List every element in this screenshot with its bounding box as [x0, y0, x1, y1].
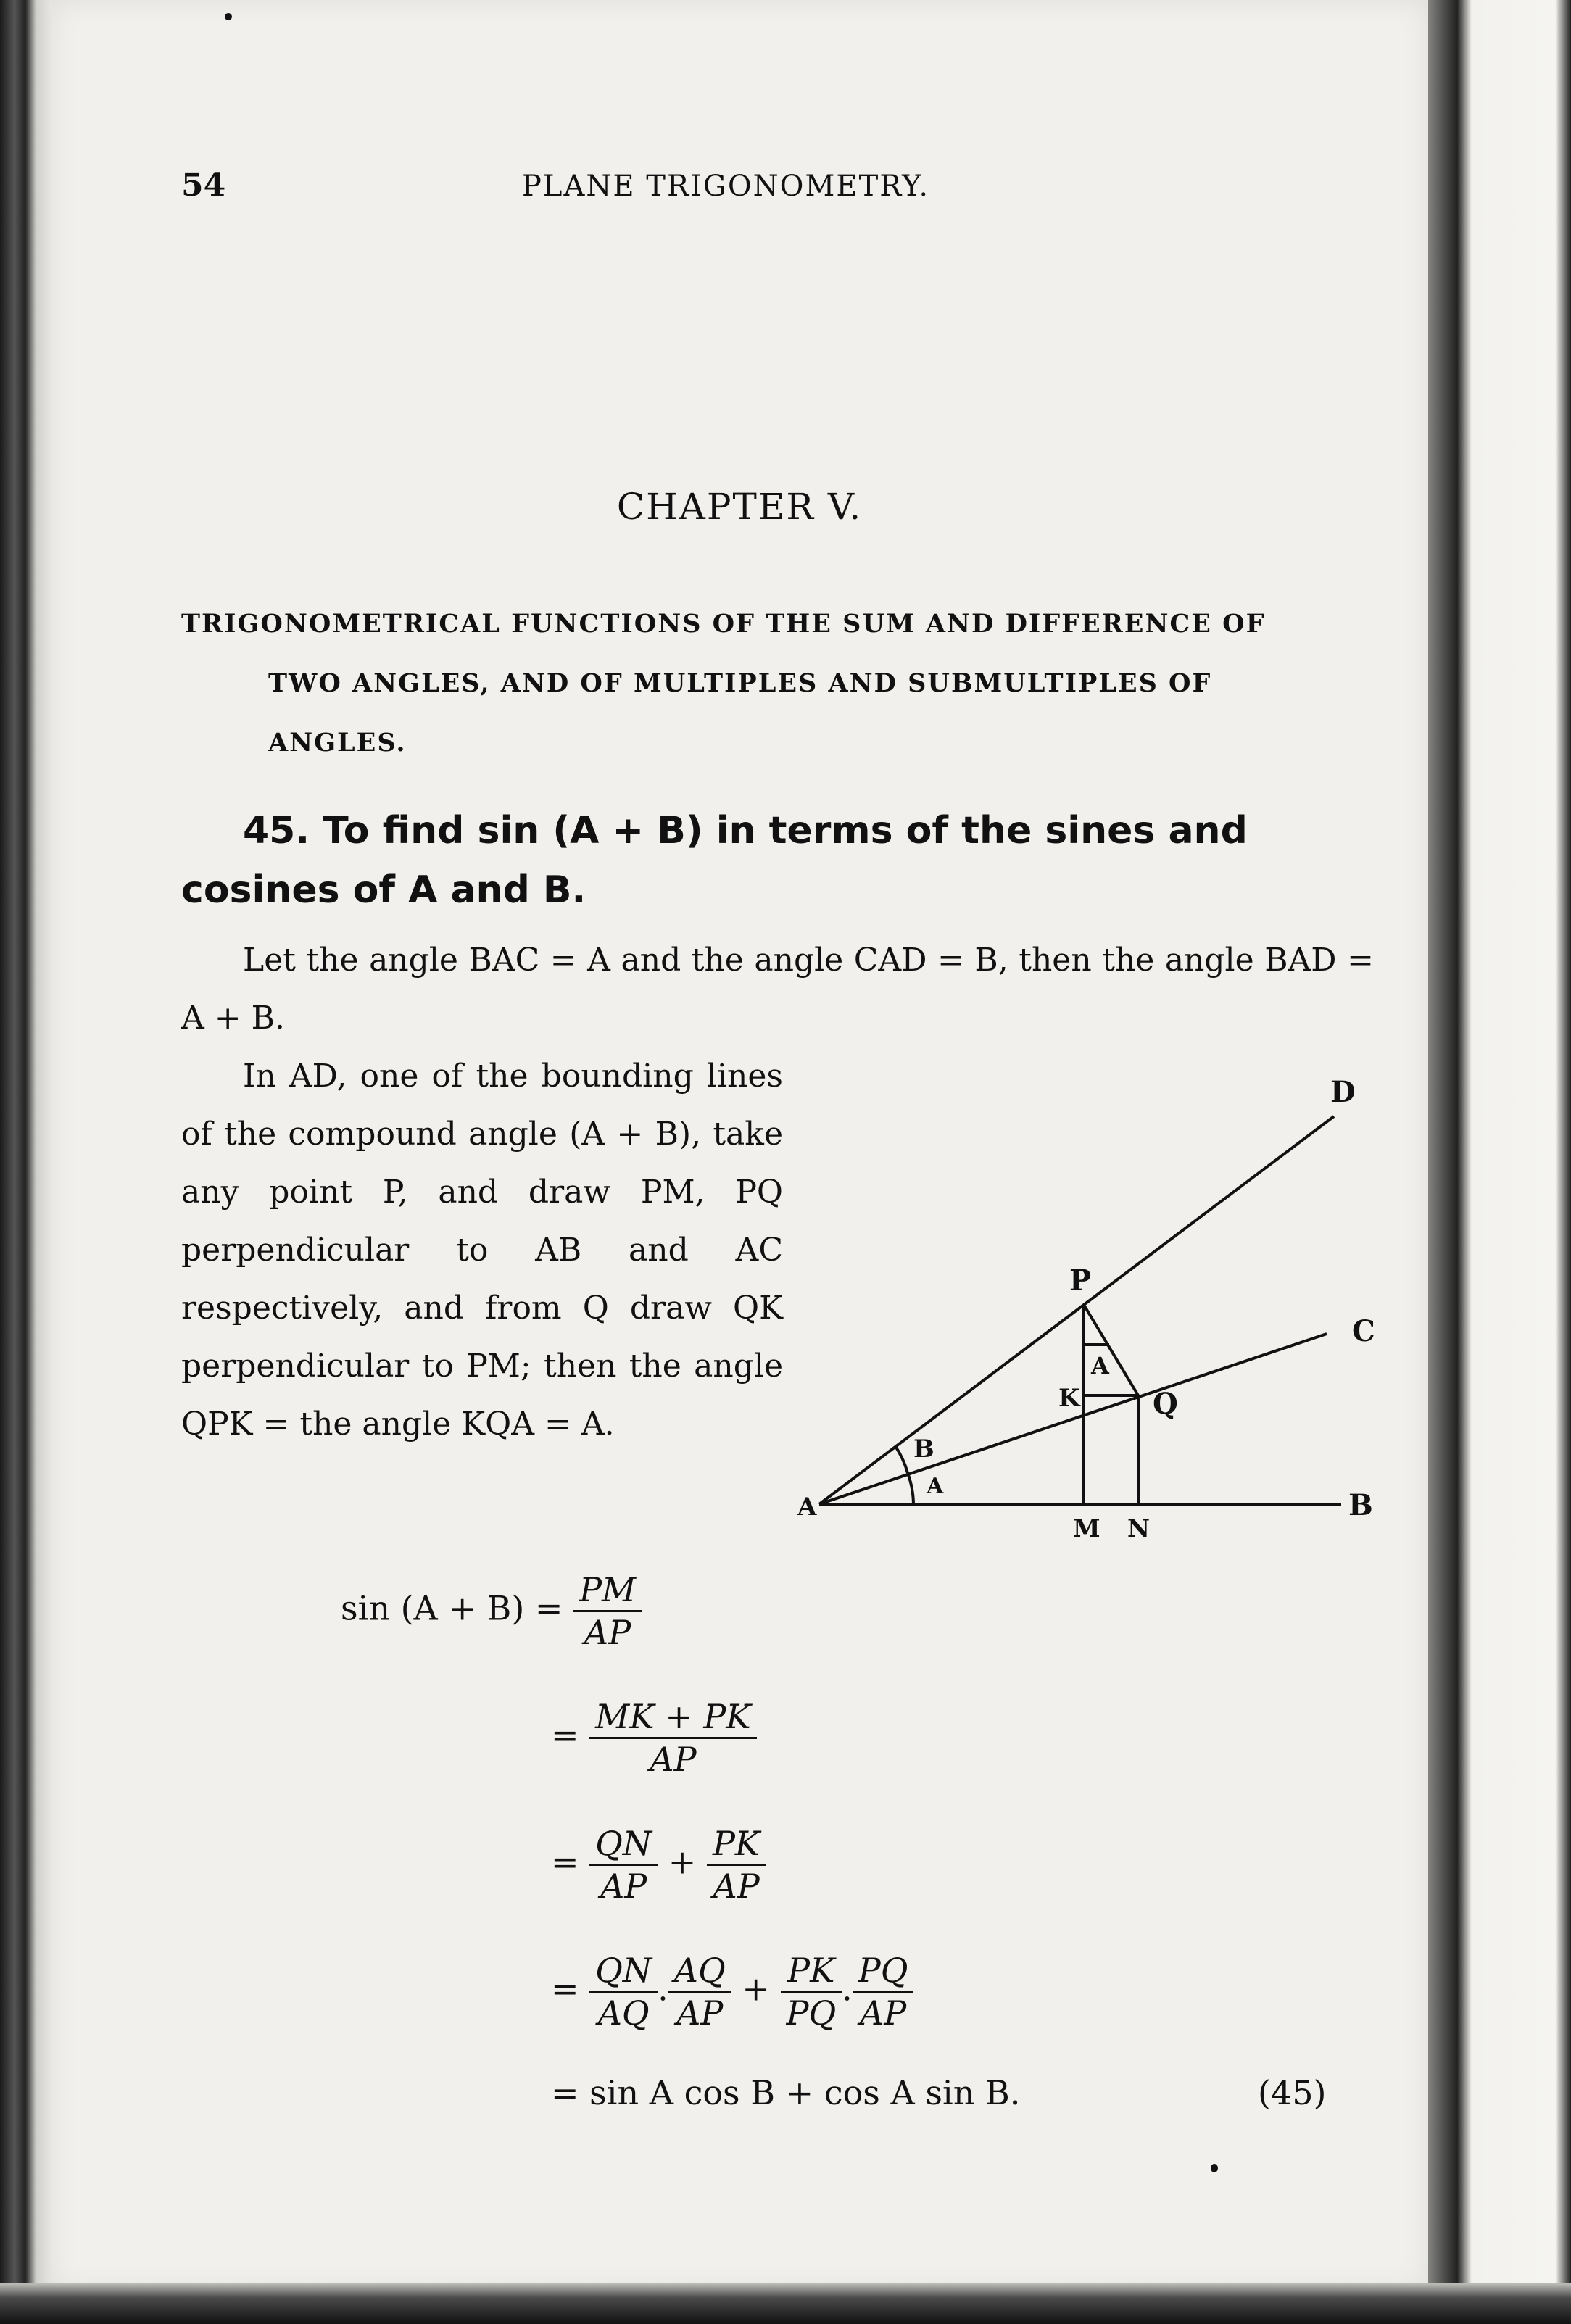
paragraph-2: In AD, one of the bounding lines of the compound angle (A + B), take any point P, and draw PM, PQ perpendicular to AB and AC respectively, and from Q draw QK perpendicular to PM; then the angle QPK = the angle KQA = A. [181, 1058, 783, 1443]
right-page-edge [1417, 0, 1571, 2324]
chapter-description-line-3: ANGLES. [268, 728, 407, 758]
equation-number: (45) [1258, 2073, 1327, 2112]
page-number: 54 [181, 167, 226, 204]
book-page [51, 0, 1428, 2291]
equation-4: = $\frac{QN}{AQ}$ . $\frac{AQ}{AP}$ + $\frac{PK}{PQ}$ . $\frac{PQ}{AP}$ [551, 1950, 913, 2033]
paragraph-1: Let the angle BAC = A and the angle CAD = B, then the angle BAD = A + B. [181, 942, 1374, 1037]
label-B-angle: B [913, 1435, 934, 1464]
chapter-description-line-2: TWO ANGLES, AND OF MULTIPLES AND SUBMULTIPLES OF [268, 668, 1212, 698]
label-A: A [797, 1493, 817, 1522]
label-A-angle: A [927, 1474, 944, 1499]
geometry-diagram [797, 1051, 1392, 1559]
running-title: PLANE TRIGONOMETRY. [522, 170, 930, 203]
chapter-description-line-1: TRIGONOMETRICAL FUNCTIONS OF THE SUM AND DIFFERENCE OF [181, 609, 1266, 639]
label-D: D [1330, 1075, 1356, 1109]
fraction-MKPK-AP: $\frac{MK + PK}{AP}$ [589, 1696, 757, 1780]
chapter-title: CHAPTER V. [616, 486, 863, 528]
left-binding [0, 0, 51, 2324]
label-P: P [1069, 1263, 1092, 1298]
label-Q: Q [1153, 1387, 1178, 1421]
equation-3: = $\frac{QN}{AP}$ + $\frac{PK}{AP}$ [551, 1823, 766, 1906]
label-A-small: A [1091, 1352, 1109, 1379]
label-B: B [1348, 1488, 1373, 1522]
ink-speck [1211, 2164, 1218, 2172]
running-head [51, 167, 1428, 210]
ink-speck [225, 13, 232, 20]
angle-arc-B [895, 1446, 908, 1473]
chapter-description [181, 594, 1374, 773]
label-C: C [1352, 1314, 1375, 1348]
geometry-figure [797, 1051, 1392, 1559]
angle-arc-A [908, 1473, 913, 1504]
line-PQ [1084, 1305, 1138, 1395]
equation-1 [341, 1569, 642, 1653]
equation-lhs: sin (A + B) = [341, 1588, 563, 1628]
bottom-edge [0, 2283, 1571, 2324]
equation-2: = $\frac{MK + PK}{AP}$ [551, 1696, 757, 1780]
label-M: M [1073, 1514, 1100, 1543]
label-N: N [1127, 1514, 1151, 1543]
line-AC [819, 1334, 1327, 1504]
section-heading: 45. To find sin (A + B) in terms of the sines and cosines of A and B. [181, 809, 1248, 912]
equation-final: = sin A cos B + cos A sin B. [551, 2073, 1021, 2112]
fraction-PM-AP: $\frac{PM}{AP}$ [573, 1569, 642, 1653]
label-K: K [1058, 1384, 1080, 1413]
